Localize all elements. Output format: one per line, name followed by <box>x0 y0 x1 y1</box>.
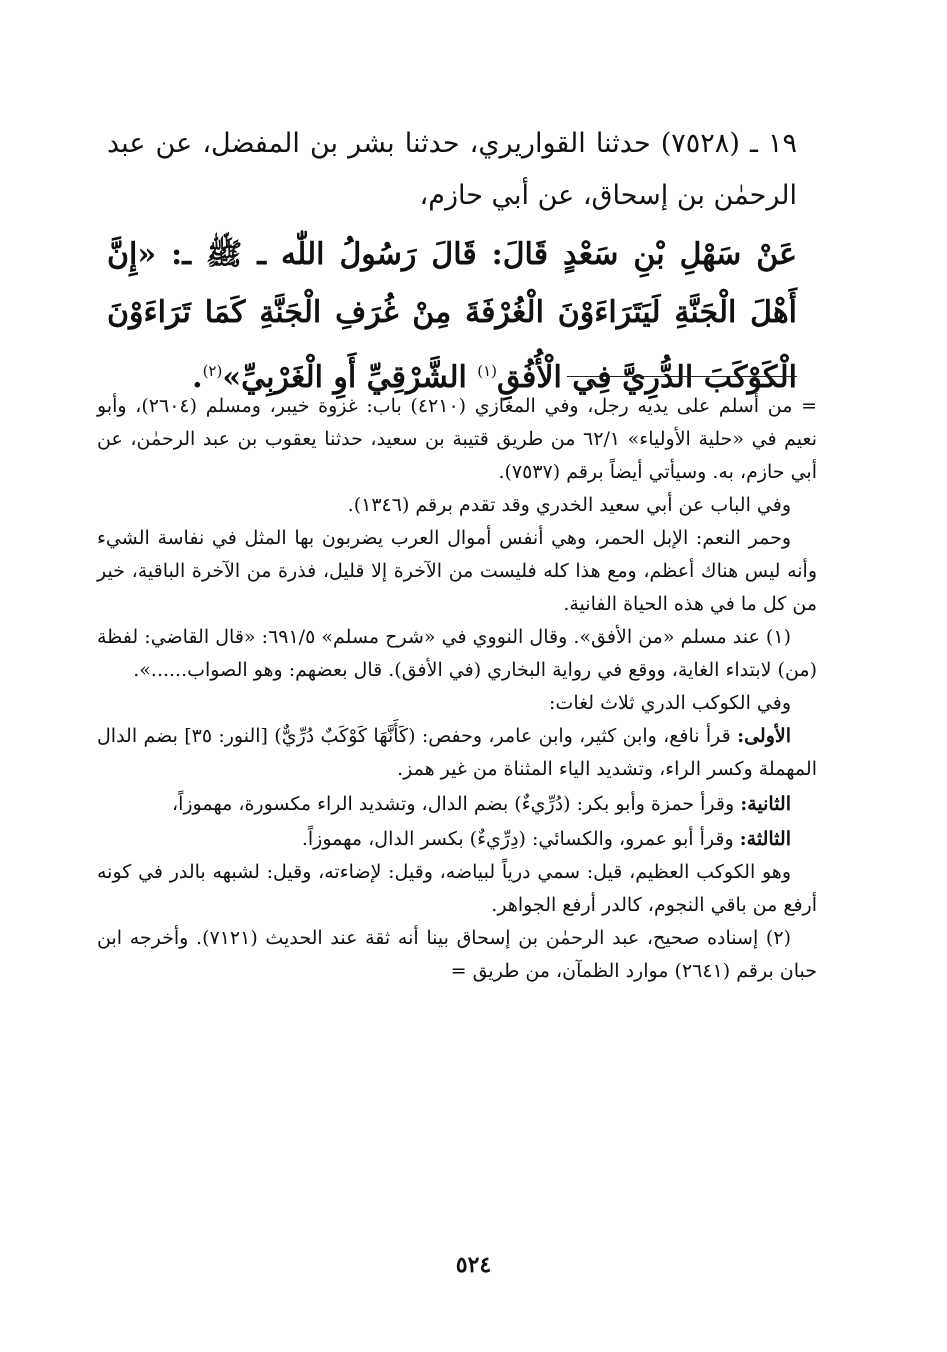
hadith-text: عَنْ سَهْلِ بْنِ سَعْدٍ قَالَ: قَالَ رَسُولُ اللّٰه ـ ﷺ ـ: «إِنَّ أَهْلَ الْجَنَّةِ لَيَتَرَاءَوْنَ الْغُرْفَةَ مِنْ غُرَفِ الْجَنَّةِ كَمَا تَرَاءَوْنَ الْكَوْكَبَ الدُّرِيَّ فِي الْأُفُقِ <box>107 237 797 395</box>
footnote-ref-2[interactable]: (٢) <box>202 362 223 380</box>
page-number: ٥٢٤ <box>455 1252 492 1278</box>
reading-text: قرأ نافع، وابن كثير، وابن عامر، وحفص: (كَأَنَّهَا كَوْكَبٌ دُرِّيٌّ) [النور: ٣٥] بضم الدال المهملة وكسر الراء، وتشديد الياء المثناة من غير همز. <box>97 725 817 780</box>
hadith-matn <box>107 226 797 407</box>
reading-label: الثالثة: <box>739 828 791 850</box>
footnote-paragraph: وفي الباب عن أبي سعيد الخدري وقد تقدم برقم (١٣٤٦). <box>347 494 791 516</box>
footnote-ref-1[interactable]: (١) <box>477 362 498 380</box>
reading-text: وقرأ حمزة وأبو بكر: (دُرِّيءٌ) بضم الدال، وتشديد الراء مكسورة، مهموزاً، <box>171 793 741 815</box>
footnote-paragraph: وحمر النعم: الإبل الحمر، وهي أنفس أموال العرب يضربون بها المثل في نفاسة الشيء وأنه ليس هناك أعظم، ومع هذا كله فليست من الآخرة إلا قليل، فذرة من الآخرة الباقية، خير من كل ما في هذه الحياة الفانية. <box>97 527 817 615</box>
footnote-divider <box>567 376 797 377</box>
reading-label: الثانية: <box>740 793 791 815</box>
reading-text: وقرأ أبو عمرو، والكسائي: (دِرِّيءٌ) بكسر الدال، مهموزاً. <box>301 828 740 850</box>
hadith-text-end: الشَّرْقِيِّ أَوِ الْغَرْبِيِّ» <box>222 360 478 395</box>
footnote-paragraph: وهو الكوكب العظيم، قيل: سمي درياً لبياضه، وقيل: لإضاءته، وقيل: لشبهه بالدر في كونه أرفع من باقي النجوم، كالدر أرفع الجواهر. <box>97 861 817 916</box>
footnote-paragraph: وفي الكوكب الدري ثلاث لغات: <box>549 692 791 714</box>
main-text <box>107 118 797 407</box>
hadith-final-dot: . <box>192 360 203 395</box>
hadith-isnad: ١٩ ـ (٧٥٢٨) حدثنا القواريري، حدثنا بشر بن المفضل، عن عبد الرحمٰن بن إسحاق، عن أبي حازم، <box>107 128 797 211</box>
footnote-reading-1 <box>97 720 817 786</box>
footnote-2: (٢) إسناده صحيح، عبد الرحمٰن بن إسحاق بينا أنه ثقة عند الحديث (٧١٢١). وأخرجه ابن حبان برقم (٢٦٤١) موارد الظمآن، من طريق = <box>97 927 817 982</box>
footnote-reading-2 <box>97 788 817 821</box>
footnote-reading-3 <box>97 823 817 856</box>
footnote-continuation: = من أسلم على يديه رجل، وفي المغازي (٤٢١٠) باب: غزوة خيبر، ومسلم (٢٦٠٤)، وأبو نعيم في «حلية الأولياء» ٦٢/١ من طريق قتيبة بن سعيد، حدثنا يعقوب بن عبد الرحمٰن، عن أبي حازم، به. وسيأتي أيضاً برقم (٧٥٣٧). <box>97 395 817 483</box>
reading-label: الأولى: <box>737 725 791 747</box>
footnote-1: (١) عند مسلم «من الأفق». وقال النووي في «شرح مسلم» ٦٩١/٥: «قال القاضي: لفظة (من) لابتداء الغاية، ووقع في رواية البخاري (في الأفق). قال بعضهم: وهو الصواب......». <box>97 626 817 681</box>
footnotes-section <box>97 390 817 988</box>
